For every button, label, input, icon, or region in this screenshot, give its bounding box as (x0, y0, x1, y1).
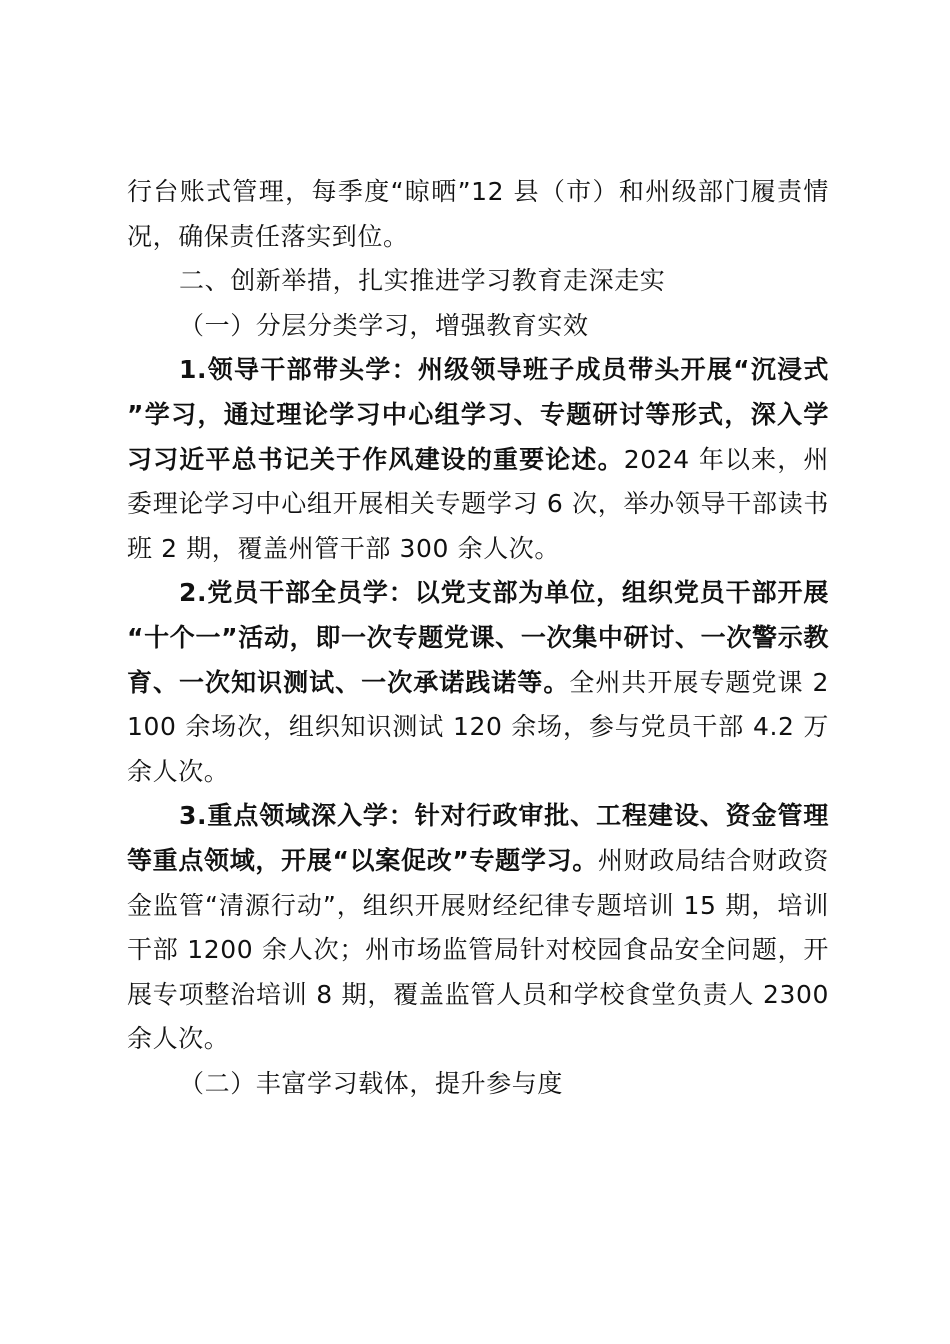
subsection-heading-2: （二）丰富学习载体，提升参与度 (179, 1068, 564, 1098)
item-2-paragraph (127, 571, 829, 794)
item-3-body: 州财政局结合财政资金监管“清源行动”，组织开展财经纪律专题培训 15 期，培训干部 1200 余人次；州市场监管局针对校园食品安全问题，开展专项整治培训 8 期，覆盖监管人员和学校食堂负责人 2300 余人次。 (127, 845, 829, 1054)
item-1-lead: 1.领导干部带头学：州级领导班子成员带头开展“沉浸式”学习，通过理论学习中心组学习、专题研讨等形式，深入学习习近平总书记关于作风建设的重要论述。 (127, 355, 829, 474)
item-2-body: 全州共开展专题党课 2100 余场次，组织知识测试 120 余场，参与党员干部 4.2 万余人次。 (127, 667, 829, 786)
section-heading-2: 二、创新举措，扎实推进学习教育走深走实 (179, 266, 666, 296)
document-body (127, 170, 829, 1106)
item-2-lead: 2.党员干部全员学：以党支部为单位，组织党员干部开展“十个一”活动，即一次专题党课、一次集中研讨、一次警示教育、一次知识测试、一次承诺践诺等。 (127, 578, 829, 697)
item-3-paragraph (127, 794, 829, 1062)
item-1-paragraph (127, 348, 829, 571)
paragraph-continuation: 行台账式管理，每季度“晾晒”12 县（市）和州级部门履责情况，确保责任落实到位。 (127, 177, 829, 251)
item-1-body: 2024 年以来，州委理论学习中心组开展相关专题学习 6 次，举办领导干部读书班 2 期，覆盖州管干部 300 余人次。 (127, 444, 830, 563)
subsection-heading-1: （一）分层分类学习，增强教育实效 (179, 310, 589, 340)
item-3-lead: 3.重点领域深入学：针对行政审批、工程建设、资金管理等重点领域，开展“以案促改”专题学习。 (127, 801, 829, 875)
